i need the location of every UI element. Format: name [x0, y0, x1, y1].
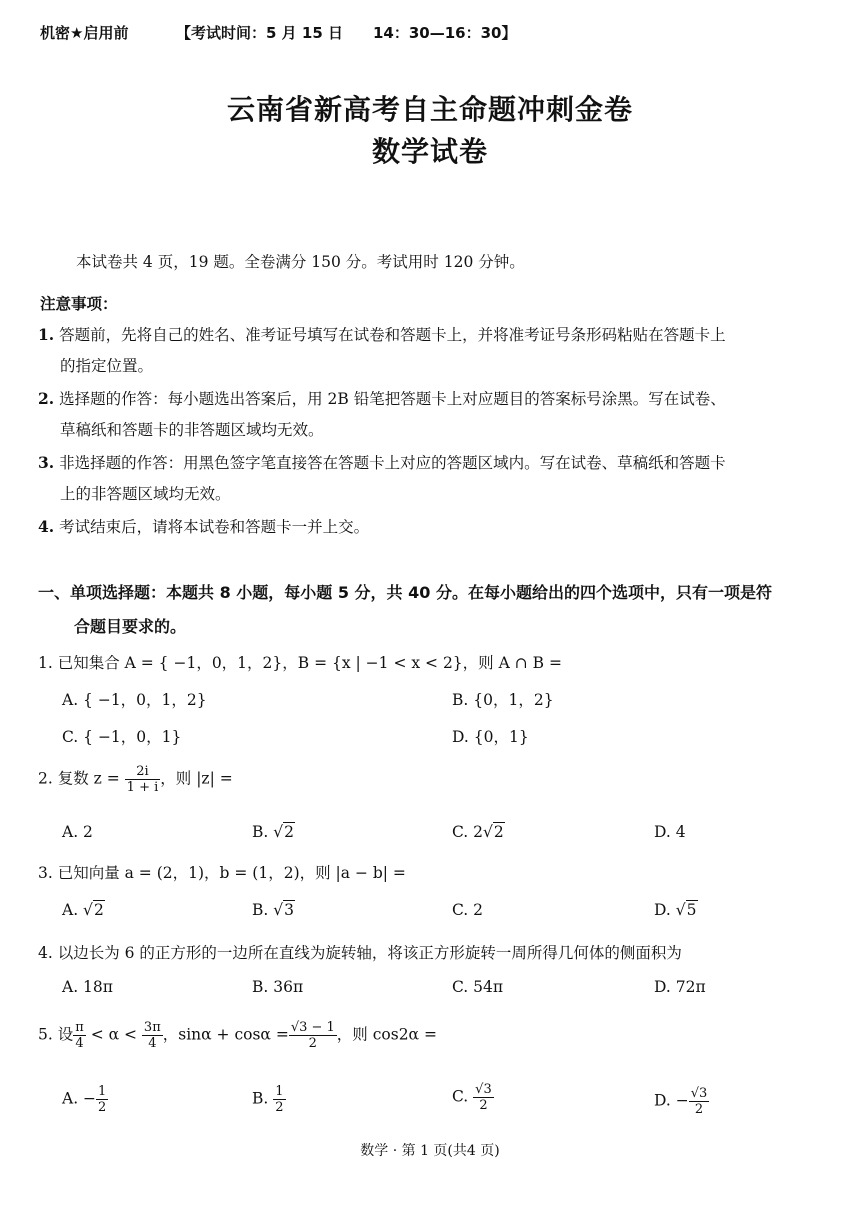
note-item: 3. 非选择题的作答：用黑色签字笔直接答在答题卡上对应的答题区域内。写在试卷、草稿纸和答题卡	[38, 453, 726, 472]
notes-heading: 注意事项：	[40, 295, 118, 313]
section-heading: 一、单项选择题：本题共 8 小题，每小题 5 分，共 40 分。在每小题给出的四个选项中，只有一项是符	[38, 583, 772, 602]
q2-option-c: C. 2√2	[452, 823, 504, 841]
fraction: $\frac{2i}{1 + i}$	[126, 764, 159, 795]
section-heading-cont: 合题目要求的。	[74, 617, 187, 636]
note-item: 4. 考试结束后，请将本试卷和答题卡一并上交。	[38, 517, 370, 536]
exam-title: 云南省新高考自主命题冲刺金卷	[226, 93, 633, 126]
question-5-stem: 5. 设 $\frac{\pi}{4}$ < α < $\frac{3\pi}{4}$ ，sinα + cosα = $\frac{√3 - 1}{2}$ ，则 cos2α =	[38, 1020, 437, 1051]
q1-option-b: B. {0，1，2}	[452, 691, 554, 709]
q3-option-a: A. √2	[62, 901, 104, 919]
q3-option-d: D. √5	[654, 901, 697, 919]
page-footer: 数学 · 第 1 页(共4 页)	[360, 1143, 500, 1159]
q1-option-a: A. { −1，0，1，2}	[62, 691, 207, 709]
fraction: $\frac{√3}{2}$	[690, 1086, 708, 1117]
q5-option-a: A. − $\frac{1}{2}$	[62, 1084, 107, 1115]
question-3-stem: 3. 已知向量 a = (2，1)，b = (1，2)，则 |a − b| =	[38, 864, 406, 882]
note-item-cont: 上的非答题区域均无效。	[60, 485, 231, 503]
q4-option-d: D. 72π	[654, 978, 706, 996]
q2-option-a: A. 2	[62, 823, 93, 841]
q3-option-c: C. 2	[452, 901, 484, 919]
fraction: $\frac{1}{2}$	[275, 1084, 284, 1115]
note-item-cont: 的指定位置。	[60, 357, 154, 375]
q1-option-c: C. { −1，0，1}	[62, 728, 182, 746]
q4-option-b: B. 36π	[252, 978, 304, 996]
intro-text: 本试卷共 4 页，19 题。全卷满分 150 分。考试用时 120 分钟。	[76, 253, 525, 271]
q4-option-c: C. 54π	[452, 978, 504, 996]
q2-option-b: B. √2	[252, 823, 295, 841]
question-4-stem: 4. 以边长为 6 的正方形的一边所在直线为旋转轴，将该正方形旋转一周所得几何体的侧面积为	[38, 944, 682, 962]
note-item-cont: 草稿纸和答题卡的非答题区域均无效。	[60, 421, 324, 439]
fraction: $\frac{\pi}{4}$	[75, 1020, 84, 1051]
q5-option-d: D. − $\frac{√3}{2}$	[654, 1086, 708, 1117]
confidential-label: 机密★启用前	[40, 24, 129, 42]
q5-option-c: C. $\frac{√3}{2}$	[452, 1082, 492, 1113]
fraction: $\frac{3\pi}{4}$	[143, 1020, 161, 1051]
fraction: $\frac{1}{2}$	[98, 1084, 107, 1115]
exam-subtitle: 数学试卷	[371, 135, 488, 168]
q1-option-d: D. {0，1}	[452, 728, 529, 746]
q4-option-a: A. 18π	[62, 978, 113, 996]
question-2-stem: 2. 复数 z = $\frac{2i}{1 + i}$ ，则 |z| =	[38, 764, 233, 795]
fraction: $\frac{√3 - 1}{2}$	[290, 1020, 335, 1051]
exam-time: 【考试时间：5 月 15 日 14：30—16：30】	[176, 24, 517, 42]
fraction: $\frac{√3}{2}$	[475, 1082, 492, 1113]
q3-option-b: B. √3	[252, 901, 295, 919]
q2-option-d: D. 4	[654, 823, 686, 841]
q5-option-b: B. $\frac{1}{2}$	[252, 1084, 284, 1115]
question-1-stem: 1. 已知集合 A = { −1，0，1，2}，B = {x | −1 < x < 2}，则 A ∩ B =	[38, 654, 562, 672]
note-item: 1. 答题前，先将自己的姓名、准考证号填写在试卷和答题卡上，并将准考证号条形码粘贴在答题卡上	[38, 325, 726, 344]
note-item: 2. 选择题的作答：每小题选出答案后，用 2B 铅笔把答题卡上对应题目的答案标号涂黑。写在试卷、	[38, 389, 726, 408]
